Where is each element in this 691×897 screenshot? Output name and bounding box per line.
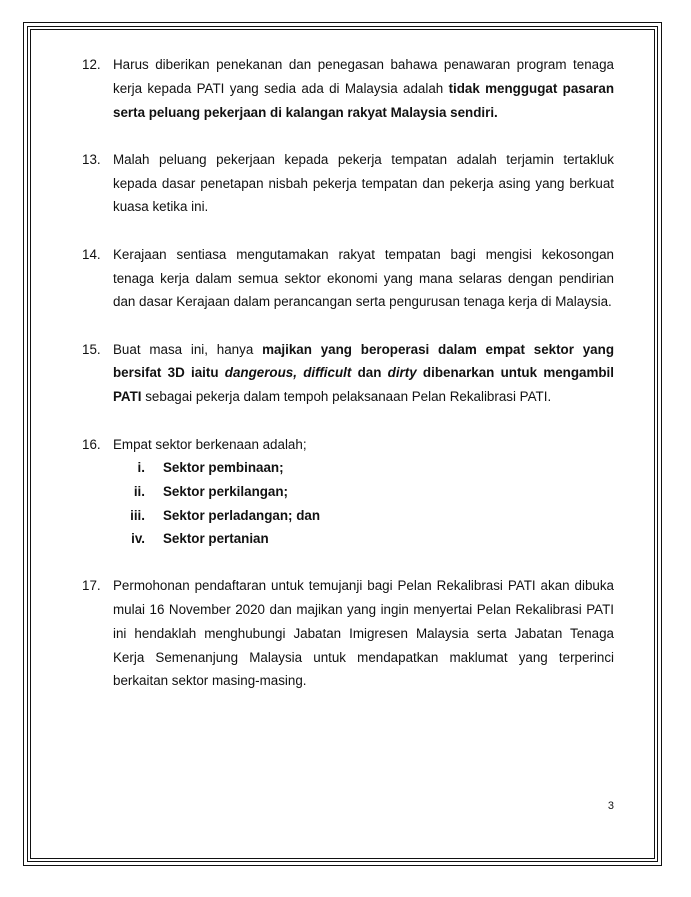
paragraph-text bbox=[113, 148, 614, 219]
emphasis-text-run: majikan yang beroperasi dalam empat sektor yang bersifat 3D iaitu bbox=[113, 341, 614, 381]
paragraph-text bbox=[113, 243, 614, 314]
page-number: 3 bbox=[607, 800, 614, 812]
paragraph-number: 16. bbox=[82, 436, 101, 452]
text-run: Buat masa ini, hanya bbox=[113, 341, 263, 357]
list-item-numeral: ii. bbox=[133, 483, 145, 499]
list-item bbox=[113, 504, 614, 528]
list-item-numeral: iii. bbox=[130, 507, 145, 523]
paragraph-15 bbox=[82, 338, 614, 409]
paragraph-text bbox=[113, 338, 614, 409]
list-item-label: Sektor perladangan; dan bbox=[163, 507, 320, 523]
emphasis-text-run: dangerous, difficult bbox=[224, 365, 352, 381]
list-item bbox=[113, 456, 614, 480]
list-item-label: Sektor perkilangan; bbox=[163, 483, 289, 499]
text-run: sebagai pekerja dalam tempoh pelaksanaan Pelan Rekalibrasi PATI. bbox=[141, 389, 552, 405]
document-body bbox=[82, 53, 614, 717]
paragraph-14 bbox=[82, 243, 614, 314]
paragraph-16 bbox=[82, 433, 614, 551]
list-item-label: Sektor pertanian bbox=[163, 531, 269, 547]
paragraph-text bbox=[113, 574, 614, 693]
text-run: Harus diberikan penekanan dan penegasan bahawa penawaran program tenaga kerja kepada PATI yang sedia ada di Malaysia adalah bbox=[113, 57, 614, 96]
paragraph-number: 17. bbox=[82, 578, 101, 594]
paragraph-12 bbox=[82, 53, 614, 124]
emphasis-text-run: dirty bbox=[387, 365, 417, 381]
paragraph-text bbox=[113, 433, 614, 551]
list-item-numeral: i. bbox=[137, 460, 145, 476]
list-item bbox=[113, 527, 614, 551]
paragraph-17 bbox=[82, 574, 614, 693]
emphasis-text-run: dibenarkan untuk mengambil PATI bbox=[113, 365, 615, 405]
paragraph-13 bbox=[82, 148, 614, 219]
paragraph-number: 14. bbox=[82, 246, 101, 262]
paragraph-number: 12. bbox=[82, 57, 101, 72]
emphasis-text-run: dan bbox=[351, 365, 388, 381]
paragraph-number: 15. bbox=[82, 341, 101, 357]
list-item-label: Sektor pembinaan; bbox=[163, 460, 284, 476]
paragraph-text bbox=[113, 53, 614, 124]
list-item bbox=[113, 480, 614, 504]
paragraph-number: 13. bbox=[82, 151, 101, 167]
sector-list bbox=[113, 456, 614, 550]
text-run: Malah peluang pekerjaan kepada pekerja tempatan adalah terjamin tertakluk kepada dasar penetapan nisbah pekerja tempatan dan pekerja asing yang berkuat kuasa ketika ini. bbox=[113, 151, 614, 215]
list-item-numeral: iv. bbox=[131, 531, 145, 547]
emphasis-text-run: tidak menggugat pasaran serta peluang pekerjaan di kalangan rakyat Malaysia sendiri. bbox=[113, 80, 614, 120]
text-run: Empat sektor berkenaan adalah; bbox=[113, 436, 307, 452]
text-run: Kerajaan sentiasa mengutamakan rakyat tempatan bagi mengisi kekosongan tenaga kerja dalam semua sektor ekonomi yang mana selaras dengan pendirian dan dasar Kerajaan dalam perancangan serta pengurusan tenaga kerja di Malaysia. bbox=[113, 246, 614, 310]
text-run: Permohonan pendaftaran untuk temujanji bagi Pelan Rekalibrasi PATI akan dibuka mulai 16 November 2020 dan majikan yang ingin menyertai Pelan Rekalibrasi PATI ini hendaklah menghubungi Jabatan Imigresen Malaysia serta Jabatan Tenaga Kerja Semenanjung Malaysia untuk mendapatkan maklumat yang terperinci berkaitan sektor masing-masing. bbox=[113, 578, 614, 689]
